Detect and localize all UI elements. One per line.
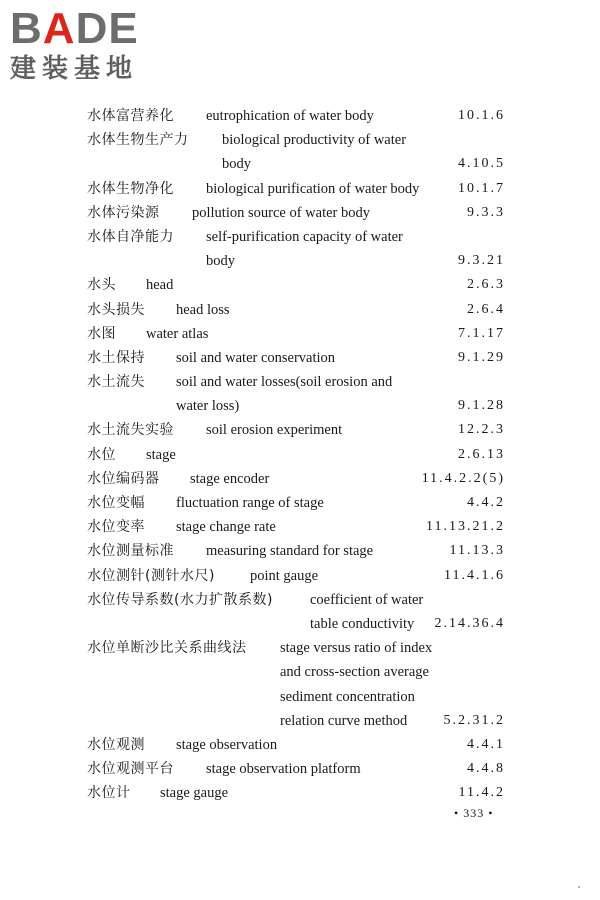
entry-chinese-term: 水位观测平台 — [87, 761, 174, 778]
entry-line — [0, 322, 600, 346]
entry-line — [0, 370, 600, 394]
entry-english-term: and cross-section average — [280, 664, 429, 681]
entry-line — [0, 443, 600, 467]
entry-chinese-term: 水位变率 — [87, 519, 145, 536]
entry-section-ref: 4.4.8 — [467, 761, 505, 777]
entry-english-term: water atlas — [146, 325, 209, 342]
glossary-entry — [0, 757, 600, 781]
entry-english-term: table conductivity — [310, 615, 415, 632]
entry-english-term: coefficient of water — [310, 591, 424, 608]
entry-section-ref: 7.1.17 — [458, 325, 505, 341]
glossary-entry — [0, 418, 600, 442]
entry-line — [0, 757, 600, 781]
entry-section-ref: 10.1.6 — [458, 108, 505, 123]
entry-section-ref: 5.2.31.2 — [443, 712, 505, 728]
entry-english-term: head — [146, 277, 174, 294]
glossary-entry — [0, 539, 600, 563]
entry-line — [0, 201, 600, 225]
entry-chinese-term: 水位编码器 — [87, 470, 160, 487]
entry-english-term: soil and water conservation — [176, 349, 336, 366]
entry-chinese-term: 水土流失 — [87, 374, 145, 391]
logo — [10, 6, 180, 84]
logo-letter-b: B — [10, 4, 43, 53]
entry-chinese-term: 水体富营养化 — [87, 108, 174, 124]
entry-english-term: stage observation — [176, 736, 278, 753]
glossary-entry — [0, 104, 600, 128]
entry-line — [0, 104, 600, 128]
entry-line — [0, 152, 600, 176]
entry-section-ref: 11.13.3 — [449, 543, 505, 559]
glossary-entry — [0, 781, 600, 805]
glossary-entry — [0, 636, 600, 733]
glossary-entry — [0, 564, 600, 588]
entry-english-term: head loss — [176, 301, 230, 318]
entry-section-ref: 2.6.3 — [467, 277, 505, 293]
entry-line — [0, 588, 600, 612]
entry-chinese-term: 水位测量标准 — [87, 543, 174, 560]
entry-english-term: biological productivity of water — [222, 132, 407, 149]
logo-subtitle: 建装基地 — [10, 54, 139, 84]
entry-chinese-term: 水体生物生产力 — [87, 132, 189, 149]
entry-chinese-term: 水土保持 — [87, 349, 145, 366]
entry-english-term: stage change rate — [176, 519, 276, 536]
glossary-entry — [0, 491, 600, 515]
entry-line — [0, 128, 600, 152]
entry-english-term: stage — [146, 446, 176, 463]
entry-chinese-term: 水体生物净化 — [87, 180, 174, 197]
entry-line — [0, 491, 600, 515]
entry-english-term: measuring standard for stage — [206, 543, 374, 560]
entry-section-ref: 2.14.36.4 — [434, 615, 505, 631]
entry-chinese-term: 水位计 — [87, 785, 131, 802]
entry-english-term: biological purification of water body — [206, 180, 420, 197]
glossary-entry — [0, 298, 600, 322]
glossary-entry — [0, 515, 600, 539]
entry-chinese-term: 水头 — [87, 277, 116, 294]
glossary-entry — [0, 201, 600, 225]
entry-chinese-term: 水位测针(测针水尺) — [87, 567, 215, 584]
entry-english-term: body — [206, 253, 235, 270]
logo-letters-de: DE — [75, 4, 139, 53]
glossary-entry — [0, 322, 600, 346]
glossary-entry — [0, 273, 600, 297]
entry-line — [0, 467, 600, 491]
entry-english-term: body — [222, 156, 251, 173]
entry-english-term: stage observation platform — [206, 761, 361, 778]
entry-line — [0, 418, 600, 442]
entry-english-term: soil erosion experiment — [206, 422, 343, 439]
entry-english-term: self-purification capacity of water — [206, 228, 403, 245]
entry-section-ref: 9.1.28 — [458, 398, 505, 414]
entry-chinese-term: 水位变幅 — [87, 495, 145, 511]
glossary-entry — [0, 370, 600, 418]
entry-section-ref: 9.3.3 — [467, 204, 505, 220]
glossary-entry — [0, 733, 600, 757]
glossary-entry — [0, 128, 600, 176]
glossary-entry — [0, 225, 600, 273]
entry-line — [0, 709, 600, 733]
glossary-entry — [0, 443, 600, 467]
entry-english-term: relation curve method — [280, 712, 408, 729]
entry-section-ref: 12.2.3 — [458, 422, 505, 438]
entry-line — [0, 394, 600, 418]
entry-line — [0, 273, 600, 297]
entry-chinese-term: 水位观测 — [87, 736, 145, 753]
entry-chinese-term: 水体自净能力 — [87, 228, 174, 245]
entry-english-term: stage encoder — [190, 470, 270, 487]
entry-english-term: water loss) — [176, 398, 240, 415]
entry-chinese-term: 水位单断沙比关系曲线法 — [87, 640, 247, 657]
entry-english-term: stage versus ratio of index — [280, 640, 433, 657]
entry-line — [0, 660, 600, 684]
entry-line — [0, 781, 600, 805]
entry-chinese-term: 水土流失实验 — [87, 422, 174, 439]
glossary-entry — [0, 346, 600, 370]
logo-wordmark — [10, 6, 180, 52]
entry-section-ref: 11.13.21.2 — [426, 519, 505, 535]
entry-english-term: eutrophication of water body — [206, 108, 374, 124]
entry-english-term: fluctuation range of stage — [176, 495, 324, 511]
entry-english-term: pollution source of water body — [192, 204, 370, 221]
entry-section-ref: 2.6.4 — [467, 301, 505, 317]
entry-chinese-term: 水位 — [87, 446, 116, 463]
entry-line — [0, 249, 600, 273]
entry-line — [0, 612, 600, 636]
entry-english-term: stage gauge — [160, 785, 229, 802]
entry-line — [0, 515, 600, 539]
entry-section-ref: 9.3.21 — [458, 253, 505, 269]
entry-chinese-term: 水位传导系数(水力扩散系数) — [87, 591, 273, 608]
entry-section-ref: 9.1.29 — [458, 349, 505, 365]
entry-line — [0, 346, 600, 370]
entry-english-term: point gauge — [250, 567, 319, 584]
entry-line — [0, 225, 600, 249]
glossary-entries — [0, 104, 600, 805]
entry-chinese-term: 水头损失 — [87, 301, 145, 318]
entry-chinese-term: 水图 — [87, 325, 116, 342]
entry-english-term: sediment concentration — [280, 688, 415, 705]
glossary-entry — [0, 467, 600, 491]
entry-english-term: soil and water losses(soil erosion and — [176, 374, 393, 391]
entry-section-ref: 2.6.13 — [458, 446, 505, 462]
scan-speck — [578, 886, 580, 888]
entry-section-ref: 4.4.1 — [467, 736, 505, 752]
entry-section-ref: 4.10.5 — [458, 156, 505, 172]
glossary-entry — [0, 177, 600, 201]
entry-section-ref: 11.4.1.6 — [444, 567, 505, 583]
entry-line — [0, 298, 600, 322]
entry-section-ref: 11.4.2.2(5) — [421, 470, 505, 486]
entry-line — [0, 539, 600, 563]
entry-chinese-term: 水体污染源 — [87, 204, 160, 221]
entry-section-ref: 11.4.2 — [458, 785, 505, 801]
entry-line — [0, 685, 600, 709]
entry-line — [0, 733, 600, 757]
entry-section-ref: 4.4.2 — [467, 495, 505, 510]
entry-line — [0, 636, 600, 660]
entry-line — [0, 564, 600, 588]
logo-letter-a: A — [42, 4, 76, 53]
glossary-entry — [0, 588, 600, 636]
entry-section-ref: 10.1.7 — [458, 180, 505, 196]
page-number: • 333 • — [454, 806, 494, 820]
entry-line — [0, 177, 600, 201]
